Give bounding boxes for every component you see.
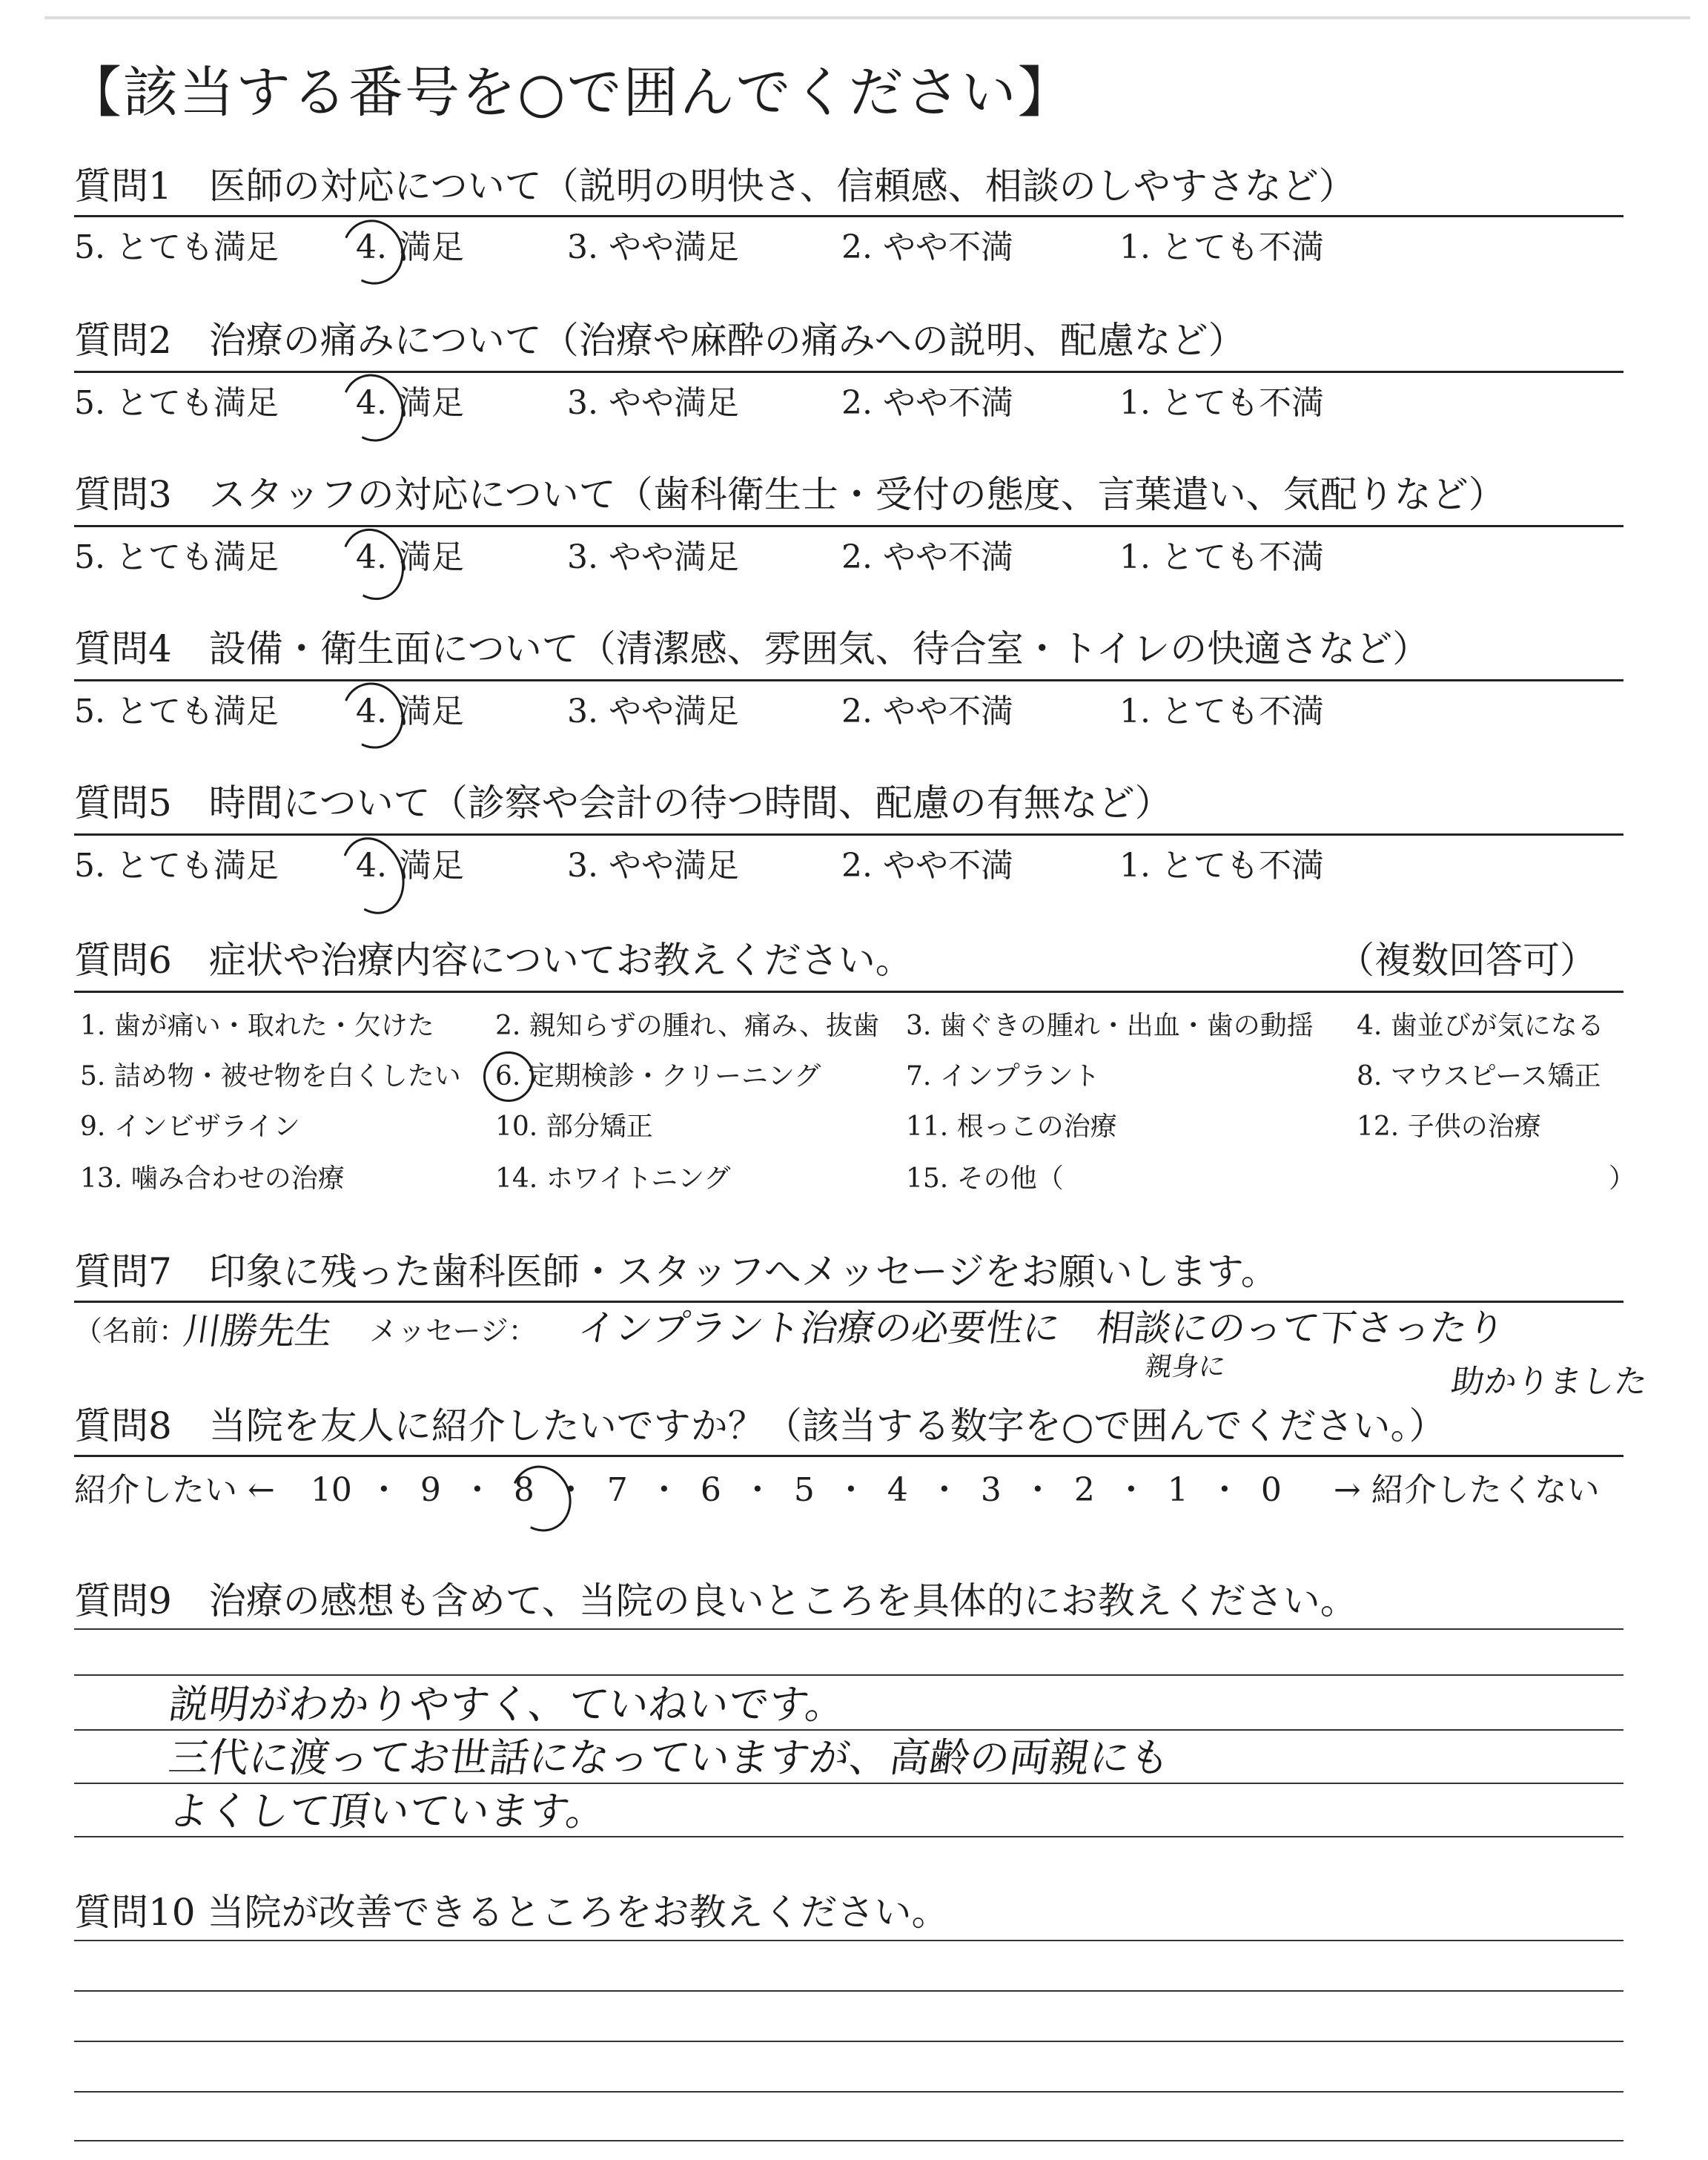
q10-line — [74, 2041, 1623, 2042]
q6-option-2[interactable]: 2. 親知らずの腫れ、痛み、抜歯 — [495, 1011, 880, 1041]
q9-line — [74, 1628, 1623, 1630]
q3-option-2[interactable]: 2. やや不満 — [841, 538, 1013, 576]
q3-option-4-number[interactable]: 4. — [356, 538, 387, 576]
question-2-rule — [74, 371, 1623, 373]
question-6-note: （複数回答可） — [1337, 939, 1597, 982]
q5-option-5[interactable]: 5. とても満足 — [74, 847, 279, 885]
q8-value-2[interactable]: 2 — [1073, 1471, 1095, 1509]
q8-separator: ・ — [741, 1471, 774, 1509]
q5-option-1[interactable]: 1. とても不満 — [1119, 847, 1324, 885]
q3-option-5[interactable]: 5. とても満足 — [74, 538, 279, 576]
q8-separator: ・ — [927, 1471, 961, 1509]
question-9-title: 質問9 治療の感想も含めて、当院の良いところを具体的にお教えください。 — [74, 1579, 1357, 1622]
q5-option-4-number[interactable]: 4. — [356, 847, 387, 885]
q9-answer-line-2[interactable]: 三代に渡ってお世話になっていますが、高齢の両親にも — [165, 1734, 1174, 1781]
q4-selection-circle — [333, 674, 413, 758]
q7-message-insert[interactable]: 親身に — [1143, 1352, 1228, 1382]
q7-name-handwritten[interactable]: 川勝先生 — [180, 1309, 336, 1353]
q8-value-7[interactable]: 7 — [606, 1471, 628, 1509]
q10-line — [74, 1940, 1623, 1941]
question-6-rule — [74, 991, 1623, 993]
q2-option-3[interactable]: 3. やや満足 — [567, 384, 739, 422]
q10-line — [74, 1990, 1623, 1992]
q1-option-1[interactable]: 1. とても不満 — [1119, 228, 1324, 266]
q2-option-4-label[interactable]: 満足 — [399, 384, 464, 422]
q1-option-3[interactable]: 3. やや満足 — [567, 228, 739, 266]
q8-separator: ・ — [1208, 1471, 1241, 1509]
q8-separator: ・ — [834, 1471, 867, 1509]
q4-option-1[interactable]: 1. とても不満 — [1119, 693, 1324, 730]
q7-message-label: メッセージ： — [369, 1315, 537, 1347]
question-6-title: 質問6 症状や治療内容についてお教えください。 — [74, 939, 913, 982]
q5-option-3[interactable]: 3. やや満足 — [567, 847, 739, 885]
q2-option-1[interactable]: 1. とても不満 — [1119, 384, 1324, 422]
q6-option-3[interactable]: 3. 歯ぐきの腫れ・出血・歯の動揺 — [906, 1011, 1314, 1041]
q3-option-3[interactable]: 3. やや満足 — [567, 538, 739, 576]
q8-right-label: → 紹介したくない — [1333, 1471, 1600, 1509]
q5-option-4-label[interactable]: 満足 — [399, 847, 464, 885]
q2-option-2[interactable]: 2. やや不満 — [841, 384, 1013, 422]
q3-option-1[interactable]: 1. とても不満 — [1119, 538, 1324, 576]
q2-option-4-number[interactable]: 4. — [356, 384, 387, 422]
q6-option-6-label[interactable]: 定期検診・クリーニング — [528, 1061, 821, 1091]
question-4-rule — [74, 679, 1623, 681]
question-5-rule — [74, 833, 1623, 836]
q6-option-15[interactable]: 15. その他（ — [906, 1163, 1064, 1194]
q7-message-line-2[interactable]: 助かりました — [1449, 1363, 1650, 1401]
question-8-title: 質問8 当院を友人に紹介したいですか？（該当する数字を○で囲んでください。） — [74, 1404, 1446, 1447]
q6-option-6-number[interactable]: 6. — [495, 1061, 521, 1091]
q4-option-2[interactable]: 2. やや不満 — [841, 693, 1013, 730]
q5-selection-circle — [331, 828, 414, 923]
question-1-title: 質問1 医師の対応について（説明の明快さ、信頼感、相談のしやすさなど） — [74, 165, 1356, 208]
q8-left-label: 紹介したい ← — [74, 1471, 275, 1509]
q5-option-2[interactable]: 2. やや不満 — [841, 847, 1013, 885]
q9-line — [74, 1729, 1623, 1731]
q10-line — [74, 2140, 1623, 2141]
q8-separator: ・ — [1021, 1471, 1054, 1509]
question-3-rule — [74, 525, 1623, 527]
q1-option-2[interactable]: 2. やや不満 — [841, 228, 1013, 266]
q9-answer-line-3[interactable]: よくして頂いています。 — [165, 1788, 610, 1834]
q2-selection-circle — [333, 366, 414, 450]
question-3-title: 質問3 スタッフの対応について（歯科衛生士・受付の態度、言葉遣い、気配りなど） — [74, 473, 1506, 516]
q6-option-4[interactable]: 4. 歯並びが気になる — [1357, 1011, 1604, 1041]
q6-option-13[interactable]: 13. 噛み合わせの治療 — [80, 1163, 345, 1194]
q8-value-9[interactable]: 9 — [420, 1471, 441, 1509]
question-7-title: 質問7 印象に残った歯科医師・スタッフへメッセージをお願いします。 — [74, 1250, 1278, 1293]
q3-option-4-label[interactable]: 満足 — [399, 538, 464, 576]
q3-selection-circle — [332, 520, 414, 609]
q6-option-7[interactable]: 7. インプラント — [906, 1061, 1100, 1091]
q7-name-label: （名前： — [74, 1315, 188, 1347]
q1-selection-circle — [333, 211, 412, 294]
question-4-title: 質問4 設備・衛生面について（清潔感、雰囲気、待合室・トイレの快適さなど） — [74, 627, 1430, 670]
q8-value-1[interactable]: 1 — [1167, 1471, 1188, 1509]
q8-value-10[interactable]: 10 — [310, 1471, 352, 1509]
q8-value-0[interactable]: 0 — [1260, 1471, 1282, 1509]
question-10-title: 質問10 当院が改善できるところをお教えください。 — [74, 1891, 949, 1934]
q8-value-6[interactable]: 6 — [700, 1471, 721, 1509]
q8-separator: ・ — [554, 1471, 587, 1509]
q8-separator: ・ — [460, 1471, 494, 1509]
q6-option-1[interactable]: 1. 歯が痛い・取れた・欠けた — [80, 1011, 434, 1041]
question-7-rule — [74, 1301, 1623, 1303]
q6-option-11[interactable]: 11. 根っこの治療 — [906, 1112, 1117, 1142]
q9-line — [74, 1783, 1623, 1784]
q8-value-3[interactable]: 3 — [980, 1471, 1002, 1509]
q8-scale-row — [74, 1471, 1600, 1509]
q8-separator: ・ — [1114, 1471, 1148, 1509]
q9-line — [74, 1674, 1623, 1676]
q6-option-6-circle — [483, 1051, 534, 1102]
q4-option-4-label[interactable]: 満足 — [399, 693, 464, 730]
question-5-title: 質問5 時間について（診察や会計の待つ時間、配慮の有無など） — [74, 782, 1172, 825]
q8-separator: ・ — [367, 1471, 400, 1509]
q9-line — [74, 1836, 1623, 1837]
q6-other-close-paren: ） — [1609, 1163, 1636, 1194]
q10-line — [74, 2091, 1623, 2093]
q9-answer-line-1[interactable]: 説明がわかりやすく、ていねいです。 — [165, 1681, 850, 1728]
q4-option-3[interactable]: 3. やや満足 — [567, 693, 739, 730]
question-1-rule — [74, 215, 1623, 217]
q4-option-4-number[interactable]: 4. — [356, 693, 387, 730]
q6-option-8[interactable]: 8. マウスピース矯正 — [1357, 1061, 1601, 1091]
q6-option-14[interactable]: 14. ホワイトニング — [495, 1163, 731, 1194]
q1-option-4-number[interactable]: 4. — [356, 228, 387, 266]
q7-message-line-1[interactable]: インプラント治療の必要性に 相談にのって下さったり — [575, 1307, 1508, 1350]
question-2-title: 質問2 治療の痛みについて（治療や麻酔の痛みへの説明、配慮など） — [74, 319, 1245, 362]
question-8-rule — [74, 1455, 1623, 1457]
q4-option-5[interactable]: 5. とても満足 — [74, 693, 279, 730]
q1-option-4-label[interactable]: 満足 — [399, 228, 464, 266]
q8-value-5[interactable]: 5 — [793, 1471, 815, 1509]
q2-option-5[interactable]: 5. とても満足 — [74, 384, 279, 422]
q8-selection-circle — [502, 1457, 580, 1540]
scan-top-edge — [44, 16, 1690, 19]
q6-option-12[interactable]: 12. 子供の治療 — [1357, 1112, 1541, 1142]
page-title: 【該当する番号を○で囲んでください】 — [67, 61, 1074, 125]
q6-option-9[interactable]: 9. インビザライン — [80, 1112, 300, 1142]
q6-option-5[interactable]: 5. 詰め物・被せ物を白くしたい — [80, 1061, 461, 1091]
q8-value-4[interactable]: 4 — [887, 1471, 908, 1509]
q8-separator: ・ — [647, 1471, 681, 1509]
q1-option-5[interactable]: 5. とても満足 — [74, 228, 279, 266]
q8-value-8[interactable]: 8 — [513, 1471, 534, 1509]
q6-option-10[interactable]: 10. 部分矯正 — [495, 1112, 653, 1142]
